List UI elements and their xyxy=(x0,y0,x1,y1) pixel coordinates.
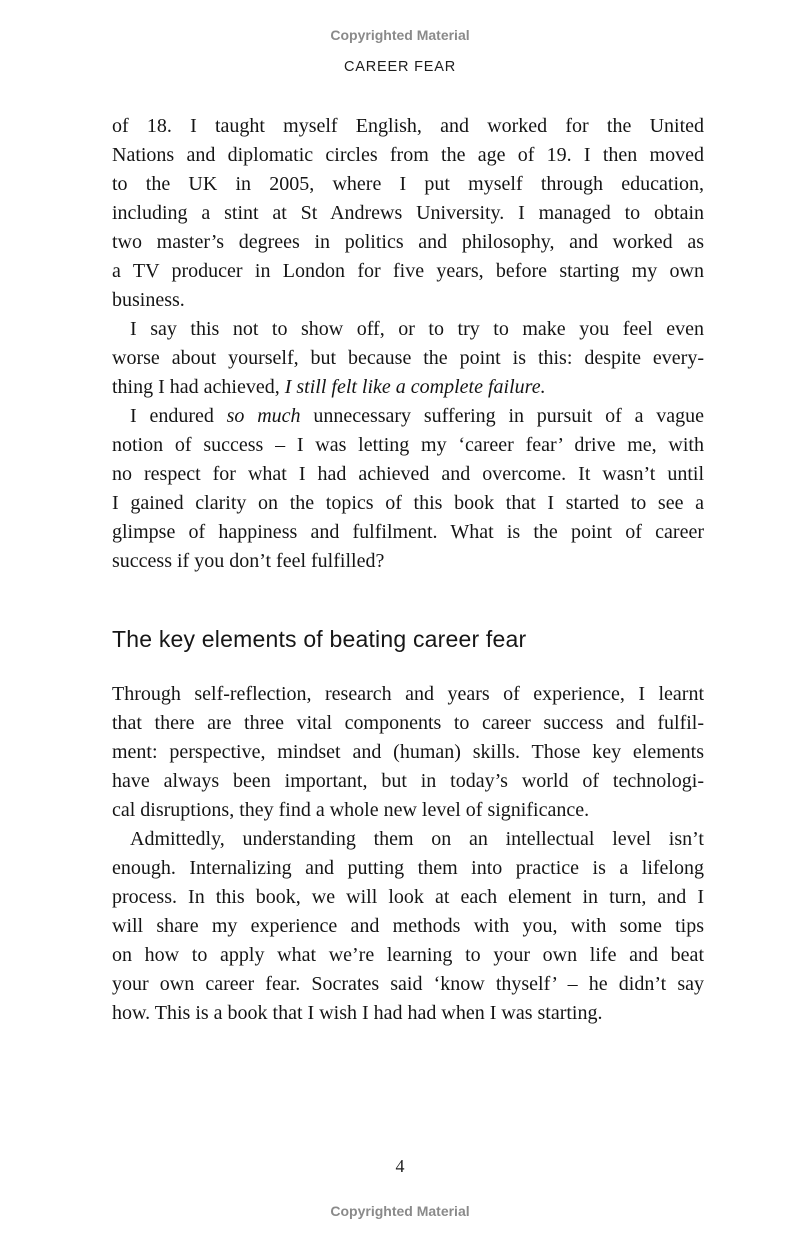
text-line: to the UK in 2005, where I put myself through education, xyxy=(112,173,704,195)
text-line: worse about yourself, but because the point is this: despite every- xyxy=(112,347,704,369)
text-line: I say this not to show off, or to try to make you feel even xyxy=(130,318,704,340)
text-line: cal disruptions, they find a whole new level of significance. xyxy=(112,799,590,821)
body-text xyxy=(112,112,704,1028)
text-line: on how to apply what we’re learning to your own life and beat xyxy=(112,944,704,966)
text-line: a TV producer in London for five years, before starting my own xyxy=(112,260,704,282)
copyright-watermark-top: Copyrighted Material xyxy=(330,27,470,43)
text-line: will share my experience and methods with you, with some tips xyxy=(112,915,704,937)
text-line: have always been important, but in today’s world of technologi- xyxy=(112,770,704,792)
text-line: business. xyxy=(112,289,185,311)
text-line: glimpse of happiness and fulfilment. What is the point of career xyxy=(112,521,704,543)
text-line: enough. Internalizing and putting them into practice is a lifelong xyxy=(112,857,704,879)
text-line: your own career fear. Socrates said ‘know thyself’ – he didn’t say xyxy=(112,973,704,995)
text-line: no respect for what I had achieved and overcome. It wasn’t until xyxy=(112,463,704,485)
text-line: notion of success – I was letting my ‘career fear’ drive me, with xyxy=(112,434,704,456)
paragraph xyxy=(112,680,704,825)
copyright-watermark-bottom: Copyrighted Material xyxy=(330,1203,470,1219)
text-line: Nations and diplomatic circles from the age of 19. I then moved xyxy=(112,144,704,166)
text-line: thing I had achieved, I still felt like a complete failure. xyxy=(112,376,546,398)
running-head-book-title: CAREER FEAR xyxy=(344,59,456,75)
text-line: Through self-reflection, research and years of experience, I learnt xyxy=(112,683,704,705)
text-line: two master’s degrees in politics and philosophy, and worked as xyxy=(112,231,704,253)
text-line: how. This is a book that I wish I had had when I was starting. xyxy=(112,1002,603,1024)
text-line: including a stint at St Andrews University. I managed to obtain xyxy=(112,202,704,224)
section-heading: The key elements of beating career fear xyxy=(112,626,527,652)
text-line: process. In this book, we will look at each element in turn, and I xyxy=(112,886,704,908)
page-number: 4 xyxy=(395,1156,405,1176)
paragraph xyxy=(112,315,704,402)
text-line: ment: perspective, mindset and (human) skills. Those key elements xyxy=(112,741,704,763)
text-line: of 18. I taught myself English, and worked for the United xyxy=(112,115,704,137)
paragraph xyxy=(112,402,704,576)
paragraph xyxy=(112,825,704,1028)
text-line: success if you don’t feel fulfilled? xyxy=(112,550,385,572)
text-line: Admittedly, understanding them on an intellectual level isn’t xyxy=(130,828,704,850)
text-line: I endured so much unnecessary suffering in pursuit of a vague xyxy=(130,405,704,427)
paragraph xyxy=(112,112,704,315)
text-line: that there are three vital components to career success and fulfil- xyxy=(112,712,704,734)
text-line: I gained clarity on the topics of this book that I started to see a xyxy=(112,492,704,514)
